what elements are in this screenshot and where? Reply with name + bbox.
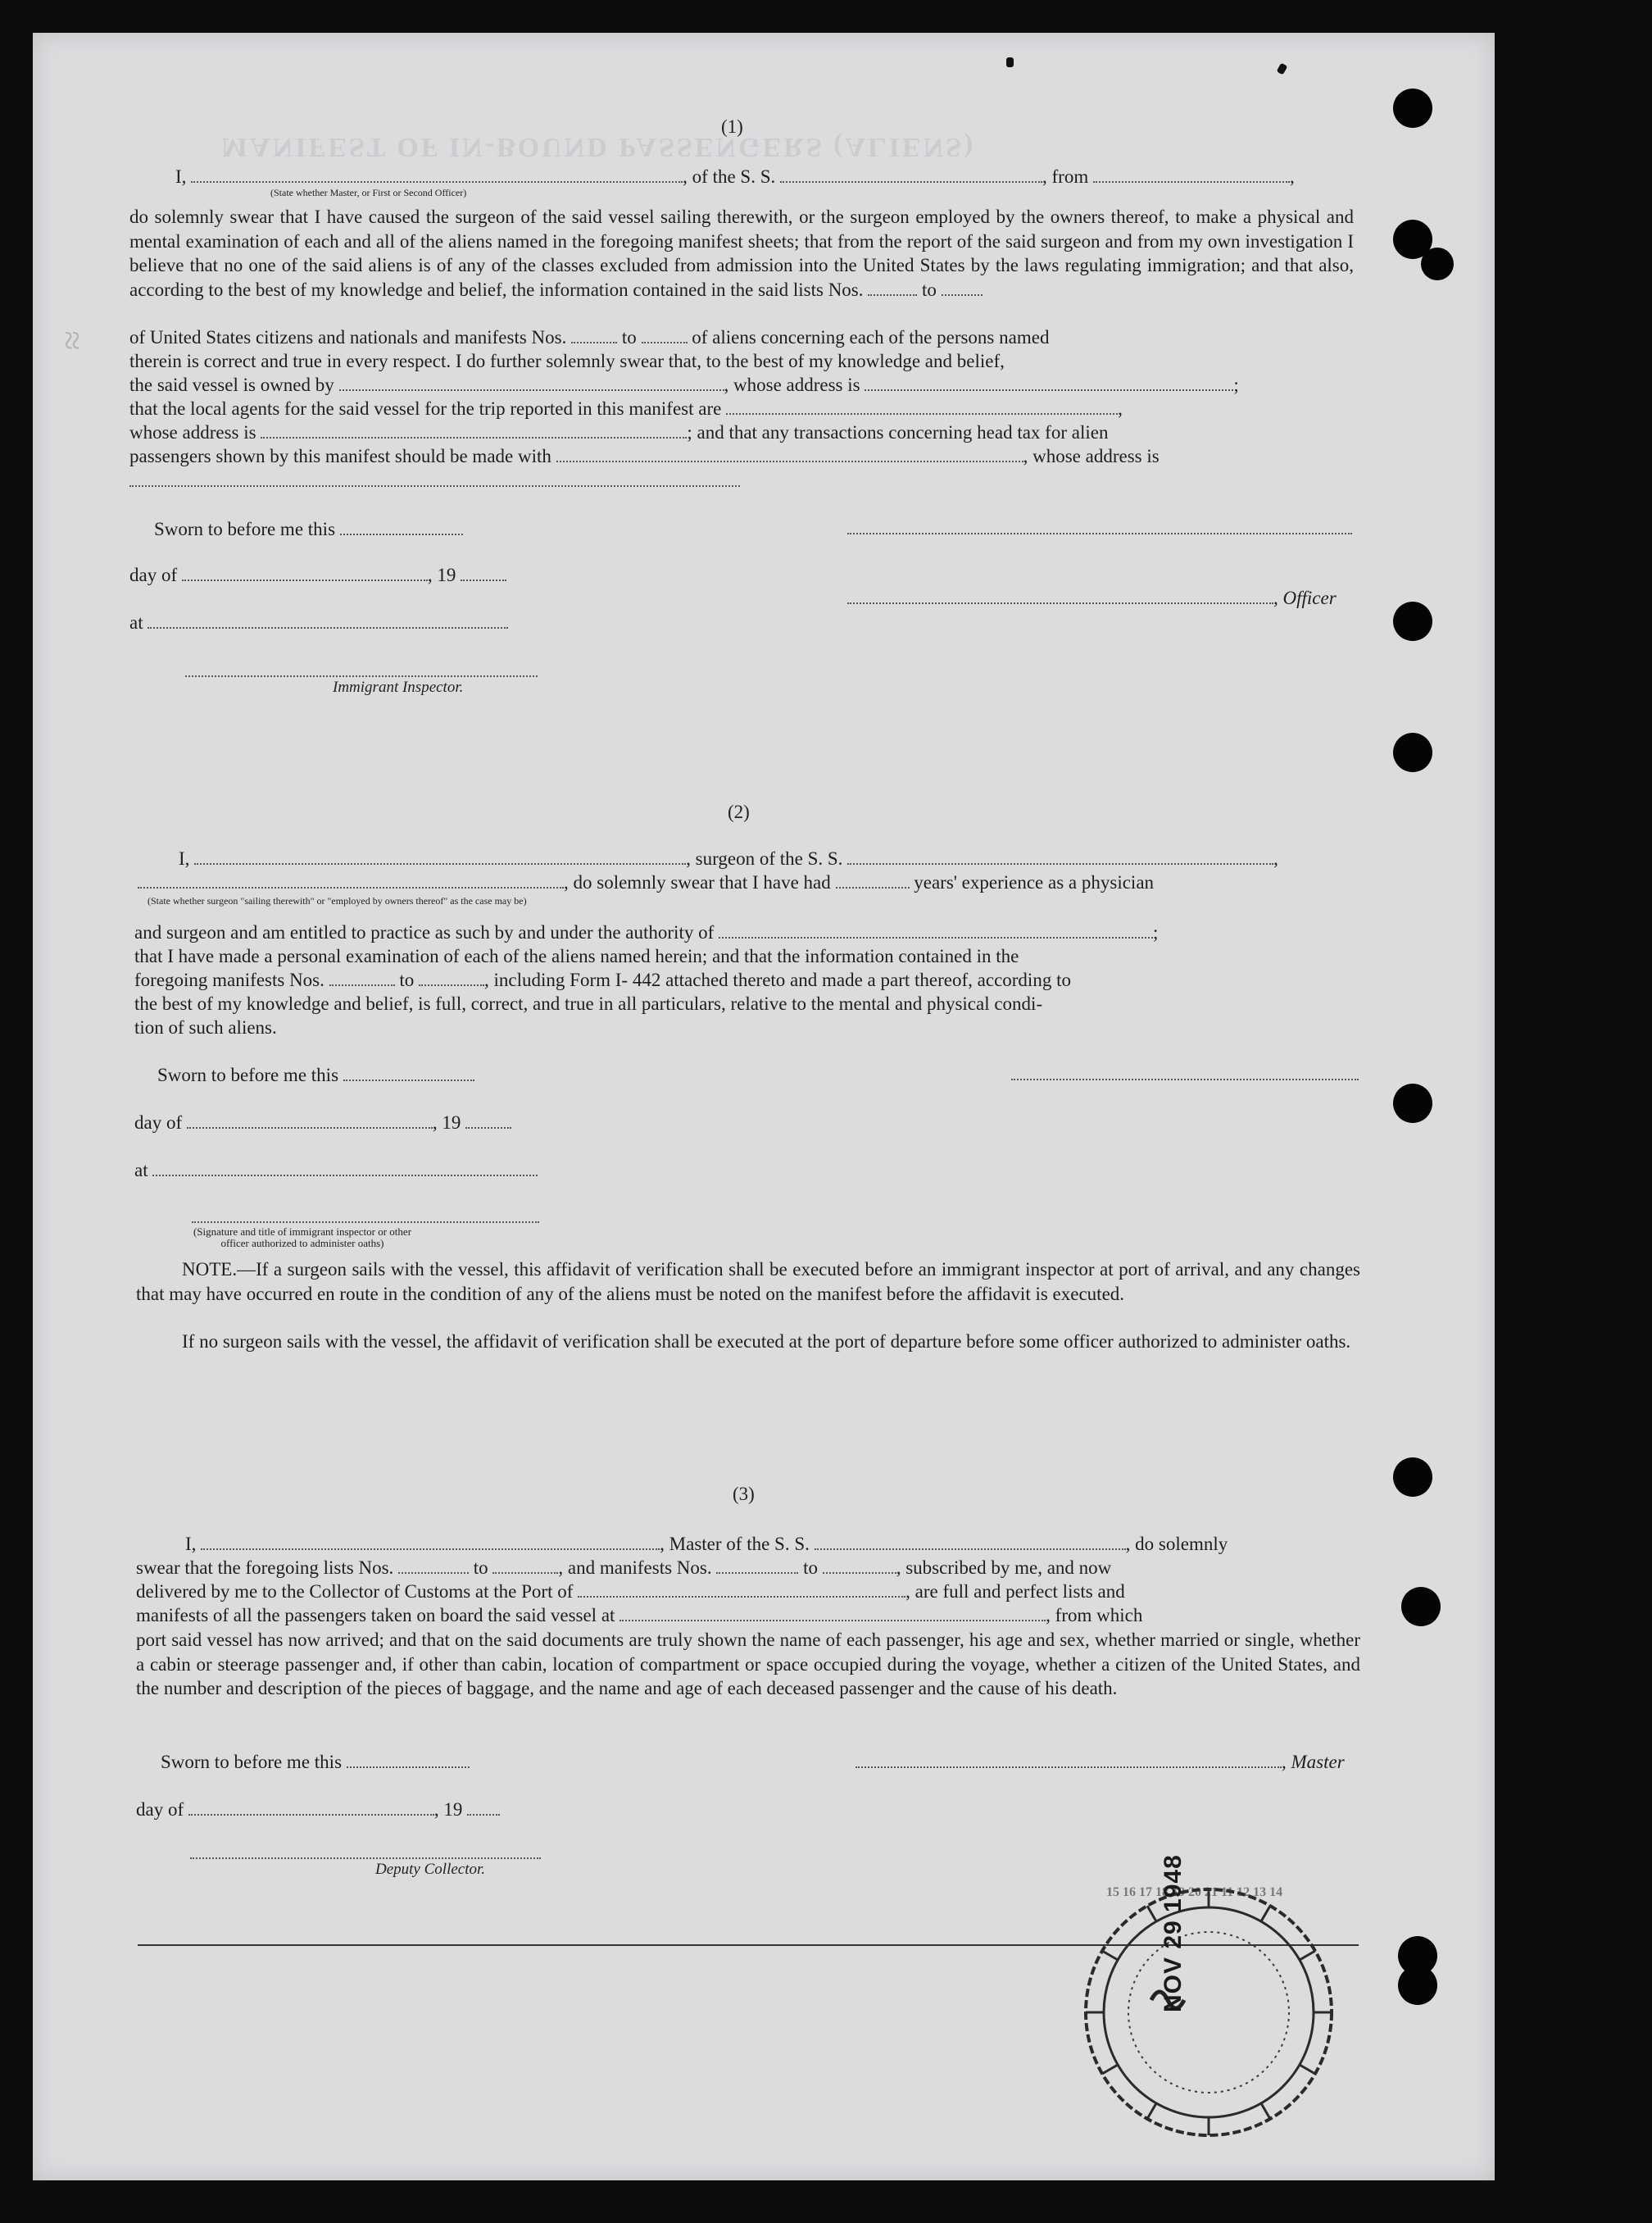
- s3-day-of: day of , 19: [136, 1798, 500, 1821]
- lists-from-field[interactable]: [868, 280, 917, 296]
- s2-line-6: the best of my knowledge and belief, is full, correct, and true in all particulars, relative to the mental and physical condi-: [134, 993, 1043, 1014]
- s3-line-2: swear that the foregoing lists Nos. to , and manifests Nos. to , subscribed by me, and now: [136, 1557, 1112, 1578]
- s2-vessel-field[interactable]: [847, 848, 1273, 865]
- surgeon-status-field[interactable]: [138, 872, 564, 889]
- ink-speck: [1006, 57, 1014, 67]
- immigrant-inspector-signature-line[interactable]: [185, 675, 538, 677]
- s3-manifests-to-field[interactable]: [823, 1557, 896, 1574]
- s2-year-field[interactable]: [465, 1112, 511, 1129]
- s1-sworn: Sworn to before me this: [154, 518, 463, 541]
- s3-line-4: manifests of all the passengers taken on board the said vessel at , from which: [136, 1605, 1143, 1625]
- stamp-date: NOV 29 1948: [1160, 1854, 1187, 2012]
- s1-line-8: therein is correct and true in every respect. I do further solemnly swear that, to the best of my knowledge and belief,: [129, 351, 1005, 371]
- s2-day-of: day of , 19: [134, 1112, 511, 1134]
- s3-sworn-day-field[interactable]: [347, 1752, 470, 1768]
- deputy-collector-signature-line[interactable]: [190, 1857, 541, 1859]
- binder-hole: [1421, 248, 1454, 280]
- note-paragraph-1: NOTE.—If a surgeon sails with the vessel, this affidavit of verification shall be executed before an immigrant inspector at port of arrival, and any changes that may have occurred en route in the condition of any of the aliens must be noted on the manifest before the affidavit is executed.: [136, 1259, 1360, 1304]
- deputy-collector-title: Deputy Collector.: [375, 1861, 486, 1878]
- s2-line-3: and surgeon and am entitled to practice as such by and under the authority of ;: [134, 922, 1159, 943]
- margin-mark: ≈: [52, 330, 93, 351]
- s1-line-12: passengers shown by this manifest should be made with , whose address is: [129, 446, 1160, 466]
- s1-line-11: whose address is ; and that any transactions concerning head tax for alien: [129, 422, 1109, 443]
- master-name-field[interactable]: [191, 166, 683, 183]
- vessel-name-field[interactable]: [780, 166, 1042, 183]
- date-stamp: [1073, 1877, 1344, 2148]
- arrival-port-field[interactable]: [578, 1581, 905, 1598]
- s1-officer: , Officer: [847, 587, 1337, 610]
- manifests-to-field[interactable]: [642, 327, 688, 343]
- s3-master-name-field[interactable]: [201, 1534, 660, 1550]
- s3-sworn: Sworn to before me this: [161, 1751, 470, 1774]
- binder-hole: [1393, 1457, 1432, 1497]
- owner-address-field[interactable]: [865, 375, 1233, 391]
- s3-master: , Master: [856, 1751, 1345, 1774]
- binder-hole: [1401, 1587, 1441, 1626]
- s3-line-3: delivered by me to the Collector of Customs at the Port of , are full and perfect lists and: [136, 1581, 1125, 1602]
- s2-line-4: that I have made a personal examination of each of the aliens named herein; and that the information contained in the: [134, 946, 1019, 966]
- lists-to-field[interactable]: [942, 280, 983, 296]
- s2-caption: (State whether surgeon "sailing therewith" or "employed by owners thereof" as the case may be): [148, 895, 527, 907]
- s3-vessel-field[interactable]: [815, 1534, 1126, 1550]
- s2-line-7: tion of such aliens.: [134, 1017, 277, 1038]
- section-1-number: (1): [721, 116, 743, 137]
- s2-officer-signature-line[interactable]: [192, 1221, 539, 1223]
- binder-hole: [1393, 733, 1432, 772]
- s1-address-line[interactable]: [129, 485, 740, 487]
- s2-sworn-day-field[interactable]: [343, 1065, 474, 1081]
- years-experience-field[interactable]: [836, 872, 910, 889]
- s3-body-paragraph: port said vessel has now arrived; and that on the said documents are truly shown the name of each passenger, his age and sex, whether married or single, whether a cabin or steerage passenger and, if other than cabin, location of compartment or space occupied during the voyage, whether a citizen of the United States, and the number and description of the pieces of baggage, and the name and age of each deceased passenger and the cause of his death.: [136, 1630, 1360, 1698]
- agents-address-field[interactable]: [261, 422, 687, 439]
- s2-manifests-to-field[interactable]: [419, 970, 484, 986]
- s1-year-field[interactable]: [461, 565, 506, 581]
- section-2-number: (2): [728, 802, 750, 822]
- s1-place-field[interactable]: [148, 612, 508, 629]
- note-paragraph-2: If no surgeon sails with the vessel, the affidavit of verification shall be executed at the port of departure before some officer authorized to administer oaths.: [182, 1331, 1351, 1352]
- binder-hole: [1393, 602, 1432, 641]
- s3-line-1: I, , Master of the S. S. , do solemnly: [185, 1534, 1228, 1554]
- s2-manifests-from-field[interactable]: [329, 970, 395, 986]
- s1-caption: (State whether Master, or First or Second Officer): [270, 187, 467, 198]
- s2-month-field[interactable]: [187, 1112, 433, 1129]
- s3-lists-to-field[interactable]: [492, 1557, 558, 1574]
- immigrant-inspector-title: Immigrant Inspector.: [333, 679, 464, 696]
- s1-sworn-day-field[interactable]: [340, 519, 463, 535]
- officer-title-line[interactable]: [847, 588, 1273, 604]
- s1-at: at: [129, 611, 508, 634]
- s1-oath-paragraph: do solemnly swear that I have caused the surgeon of the said vessel sailing therewith, or the surgeon employed by the owners thereof, to make a physical and mental examination of each and all of the aliens named in the foregoing manifest sheets; that from the report of the said surgeon and from my own investigation I believe that no one of the said aliens is of any of the classes excluded from admission into the United States by the laws regulating immigration; and that also, according to the best of my knowledge and belief, the information contained in the said lists Nos. to: [129, 207, 1354, 300]
- departure-port-field[interactable]: [1093, 166, 1290, 183]
- s3-month-field[interactable]: [188, 1799, 434, 1816]
- s2-sworn: Sworn to before me this: [157, 1064, 474, 1087]
- s1-day-of: day of , 19: [129, 564, 506, 587]
- s1-line-9: the said vessel is owned by , whose address is ;: [129, 375, 1239, 395]
- s2-at: at: [134, 1159, 538, 1182]
- head-tax-contact-field[interactable]: [556, 446, 1023, 462]
- agents-field[interactable]: [726, 398, 1118, 415]
- s2-line-1: I, , surgeon of the S. S. ,: [179, 848, 1278, 869]
- s1-line-1: I, , of the S. S. , from ,: [175, 166, 1295, 187]
- s1-line-10: that the local agents for the said vessel for the trip reported in this manifest are ,: [129, 398, 1123, 419]
- s2-place-field[interactable]: [152, 1160, 538, 1176]
- embarkation-port-field[interactable]: [620, 1605, 1046, 1621]
- surgeon-name-field[interactable]: [194, 848, 686, 865]
- authority-field[interactable]: [719, 922, 1153, 939]
- s3-year-field[interactable]: [467, 1799, 500, 1816]
- section-3-number: (3): [733, 1484, 755, 1504]
- s1-line-7: of United States citizens and nationals and manifests Nos. to of aliens concerning each of the persons named: [129, 327, 1050, 348]
- s2-sig-caption: (Signature and title of immigrant inspector or other officer authorized to administer oaths): [193, 1225, 412, 1249]
- stamp-ring-numbers: 15 16 17 18 19 20 21 11 12 13 14: [1106, 1885, 1283, 1899]
- binder-hole: [1393, 89, 1432, 128]
- s2-line-2: , do solemnly swear that I have had years' experience as a physician: [138, 871, 1154, 894]
- binder-hole: [1393, 1084, 1432, 1123]
- officer-signature-line[interactable]: [847, 533, 1352, 534]
- owner-field[interactable]: [339, 375, 724, 391]
- bleed-through-text: MANIFEST OF IN-BOUND PASSENGERS (ALIENS): [221, 132, 976, 162]
- surgeon-signature-line[interactable]: [1011, 1079, 1359, 1080]
- s3-manifests-from-field[interactable]: [716, 1557, 798, 1574]
- s2-line-5: foregoing manifests Nos. to , including Form I- 442 attached thereto and made a part thereof, according to: [134, 970, 1071, 990]
- manifests-from-field[interactable]: [571, 327, 617, 343]
- master-signature-line[interactable]: [856, 1752, 1282, 1768]
- s3-lists-from-field[interactable]: [398, 1557, 469, 1574]
- s1-month-field[interactable]: [182, 565, 428, 581]
- binder-hole: [1398, 1966, 1437, 2005]
